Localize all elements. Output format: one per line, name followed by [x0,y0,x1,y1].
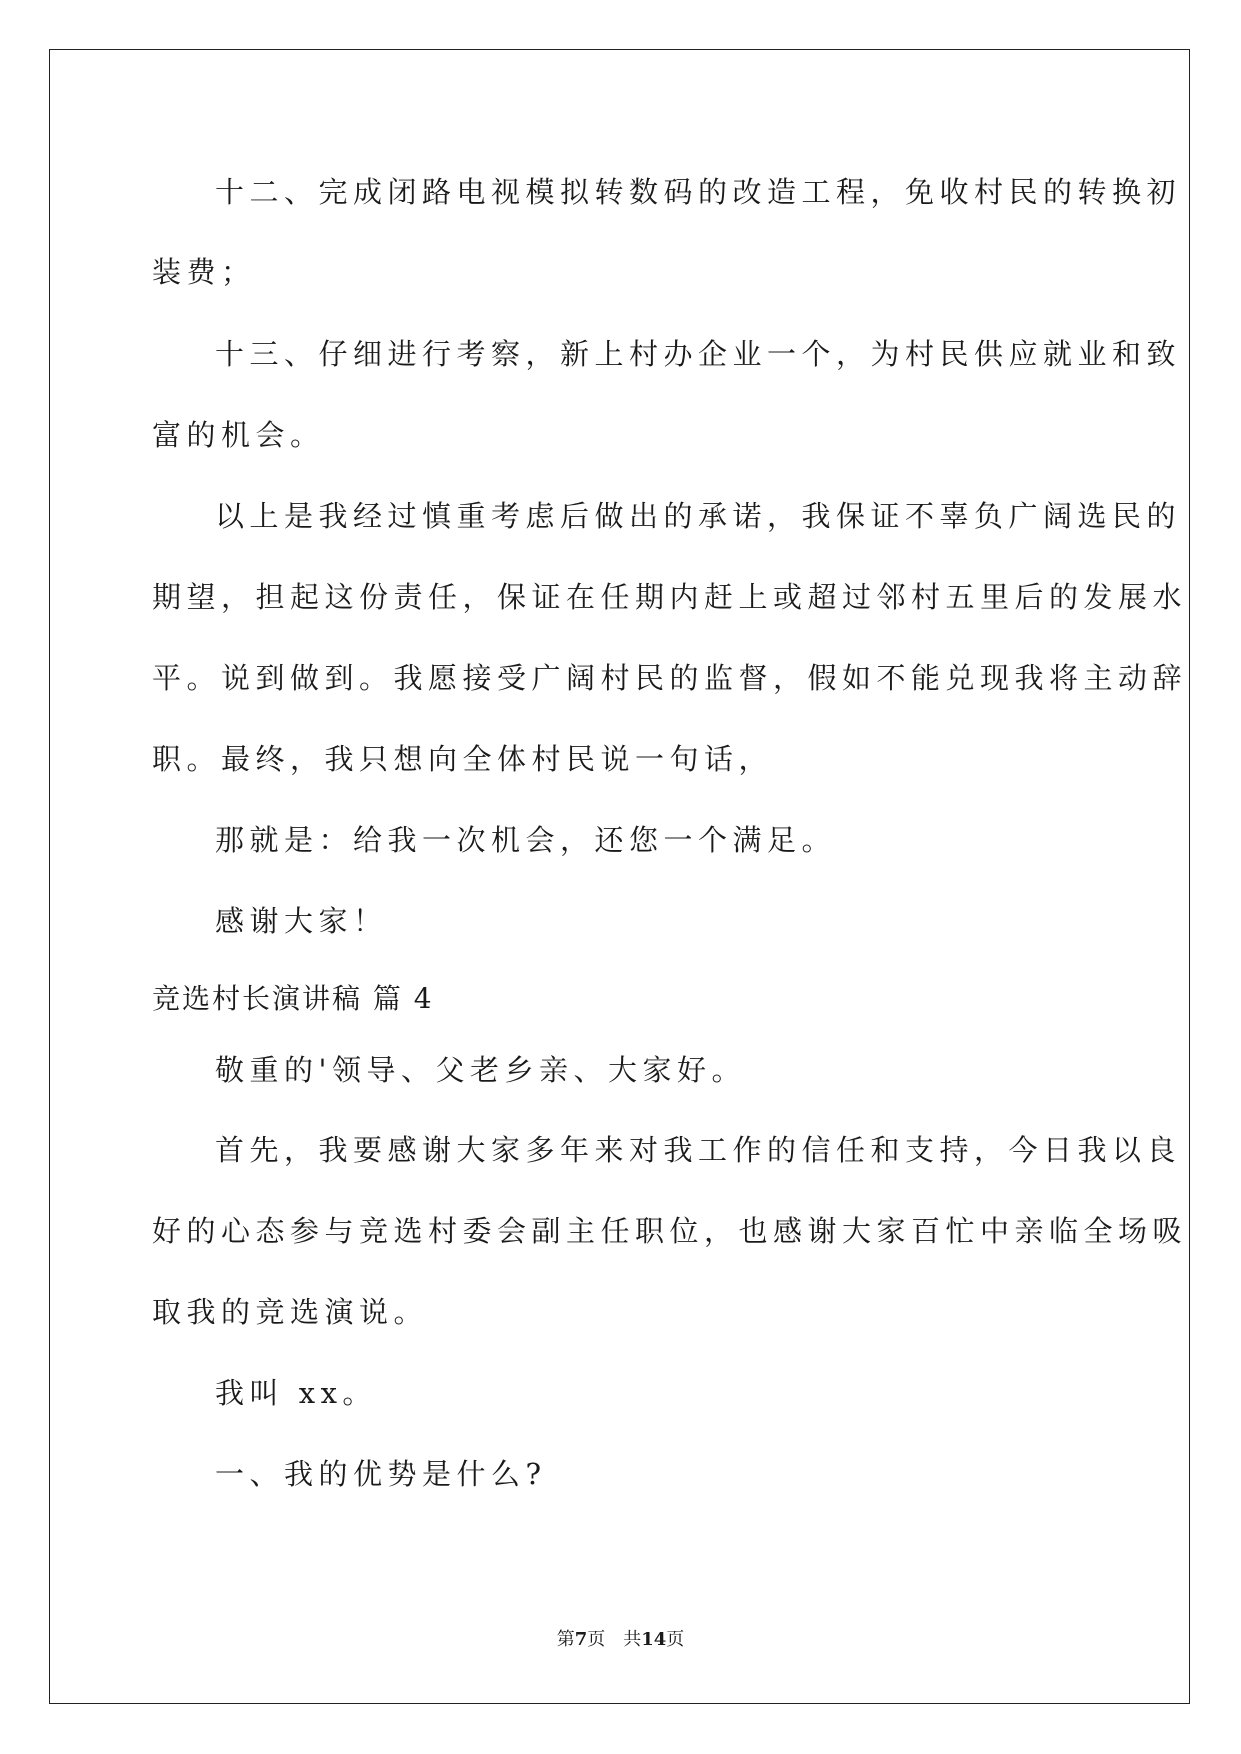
paragraph-line: 取我的竞选演说。 [152,1295,429,1329]
paragraph-line: 我叫 xx。 [215,1376,377,1410]
paragraph-line: 职。最终，我只想向全体村民说一句话， [152,742,774,776]
paragraph-line: 平。说到做到。我愿接受广阔村民的监督，假如不能兑现我将主动辞 [152,661,1188,695]
page-number: 7 [574,1629,588,1650]
paragraph-line: 十三、仔细进行考察，新上村办企业一个，为村民供应就业和致 [215,337,1182,371]
page-total: 14 [641,1629,667,1650]
paragraph-line: 首先，我要感谢大家多年来对我工作的信任和支持，今日我以良 [215,1133,1182,1167]
paragraph-line: 以上是我经过慎重考虑后做出的承诺，我保证不辜负广阔选民的 [215,499,1182,533]
paragraph-line: 敬重的'领导、父老乡亲、大家好。 [215,1053,746,1087]
paragraph-line: 十二、完成闭路电视模拟转数码的改造工程，免收村民的转换初 [215,175,1182,209]
paragraph-line: 好的心态参与竞选村委会副主任职位，也感谢大家百忙中亲临全场吸 [152,1214,1188,1248]
page-suffix: 页 [666,1629,685,1650]
page-footer [0,1631,1241,1649]
paragraph-line: 感谢大家！ [215,904,388,938]
page-mid: 页 共 [587,1629,642,1650]
paragraph-line: 富的机会。 [152,418,325,452]
section-heading: 竞选村长演讲稿 篇 4 [152,982,434,1015]
paragraph-line: 装费； [152,255,256,289]
page-prefix: 第 [556,1629,575,1650]
paragraph-line: 期望，担起这份责任，保证在任期内赶上或超过邻村五里后的发展水 [152,580,1188,614]
page-border [49,49,1190,1704]
paragraph-line: 那就是：给我一次机会，还您一个满足。 [215,823,837,857]
paragraph-line: 一、我的优势是什么? [215,1457,547,1491]
